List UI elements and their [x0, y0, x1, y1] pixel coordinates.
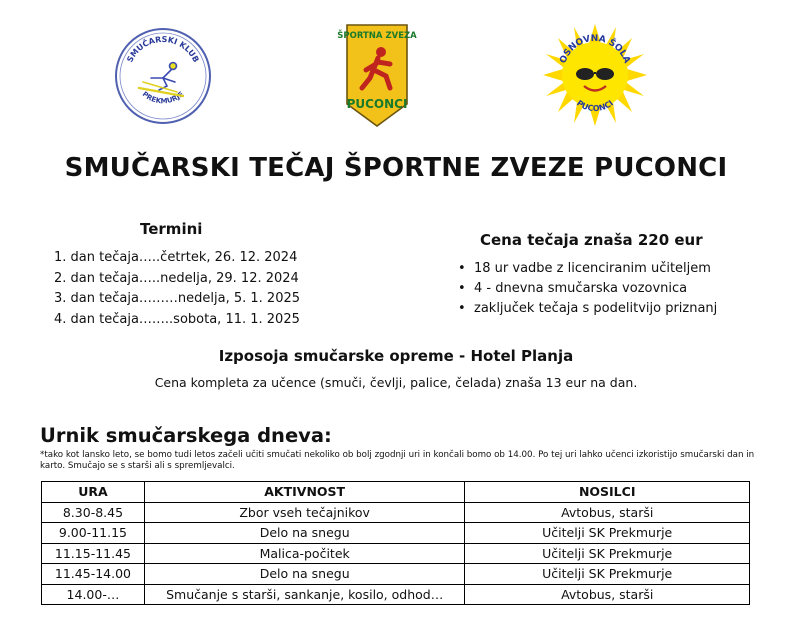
column-header-time: URA [42, 482, 145, 503]
table-header-row [42, 482, 750, 503]
school-top-text: OSNOVNA ŠOLA [558, 33, 632, 65]
cell-staff: Učitelji SK Prekmurje [465, 564, 750, 585]
cell-time: 9.00-11.15 [42, 523, 145, 544]
table-row [42, 564, 750, 585]
term-item: 4. dan tečaja……..sobota, 11. 1. 2025 [54, 311, 300, 327]
schedule-note: *tako kot lansko leto, se bomo tudi letos začeli učiti smučati nekoliko ob bolj zgodnji uri in končali bomo ob 14.00. Po tej uri lahko učenci izkoristijo smučarski dan in karto. Smučajo se s starši ali s spremljevalci. [40, 450, 755, 471]
school-logo [540, 22, 650, 128]
cell-time: 8.30-8.45 [42, 502, 145, 523]
price-list [458, 259, 717, 319]
cell-activity: Zbor vseh tečajnikov [144, 502, 465, 523]
price-item: • 4 - dnevna smučarska vozovnica [458, 279, 717, 299]
ski-club-logo [113, 26, 213, 126]
ski-club-top-text: SMUČARSKI KLUB [125, 34, 201, 64]
cell-staff: Avtobus, starši [465, 584, 750, 605]
price-item: • zaključek tečaja s podelitvijo priznanj [458, 299, 717, 319]
school-bottom-text: PUCONCI [575, 98, 615, 114]
rental-text: Cena kompleta za učence (smuči, čevlji, palice, čelada) znaša 13 eur na dan. [154, 375, 638, 390]
price-item: • 18 ur vadbe z licenciranim učiteljem [458, 259, 717, 279]
sport-union-bottom-text: PUCONCI [346, 97, 408, 111]
table-row [42, 584, 750, 605]
terms-heading: Termini [140, 220, 203, 238]
term-item: 3. dan tečaja………nedelja, 5. 1. 2025 [54, 291, 301, 306]
price-heading: Cena tečaja znaša 220 eur [480, 231, 703, 249]
logo-row [0, 18, 792, 130]
cell-activity: Malica-počitek [144, 543, 465, 564]
table-row [42, 502, 750, 523]
term-item: 2. dan tečaja…..nedelja, 29. 12. 2024 [54, 270, 299, 286]
sport-union-top-text: ŠPORTNA ZVEZA [337, 31, 417, 41]
ski-club-bottom-text: PREKMURJE [140, 90, 186, 106]
cell-activity: Delo na snegu [144, 523, 465, 544]
rental-heading: Izposoja smučarske opreme - Hotel Planja [218, 347, 574, 365]
table-row [42, 543, 750, 564]
page-title: SMUČARSKI TEČAJ ŠPORTNE ZVEZE PUCONCI [64, 153, 728, 183]
schedule-table [41, 481, 750, 605]
schedule-heading: Urnik smučarskega dneva: [40, 424, 332, 447]
terms-list [54, 248, 300, 330]
cell-activity: Delo na snegu [144, 564, 465, 585]
cell-time: 11.15-11.45 [42, 543, 145, 564]
term-item: 1. dan tečaja…..četrtek, 26. 12. 2024 [54, 250, 298, 265]
column-header-staff: NOSILCI [465, 482, 750, 503]
cell-staff: Avtobus, starši [465, 502, 750, 523]
cell-time: 11.45-14.00 [42, 564, 145, 585]
cell-staff: Učitelji SK Prekmurje [465, 523, 750, 544]
cell-activity: Smučanje s starši, sankanje, kosilo, odhod… [144, 584, 465, 605]
cell-staff: Učitelji SK Prekmurje [465, 543, 750, 564]
cell-time: 14.00-… [42, 584, 145, 605]
table-row [42, 523, 750, 544]
sport-union-logo [337, 22, 417, 130]
column-header-activity: AKTIVNOST [144, 482, 465, 503]
